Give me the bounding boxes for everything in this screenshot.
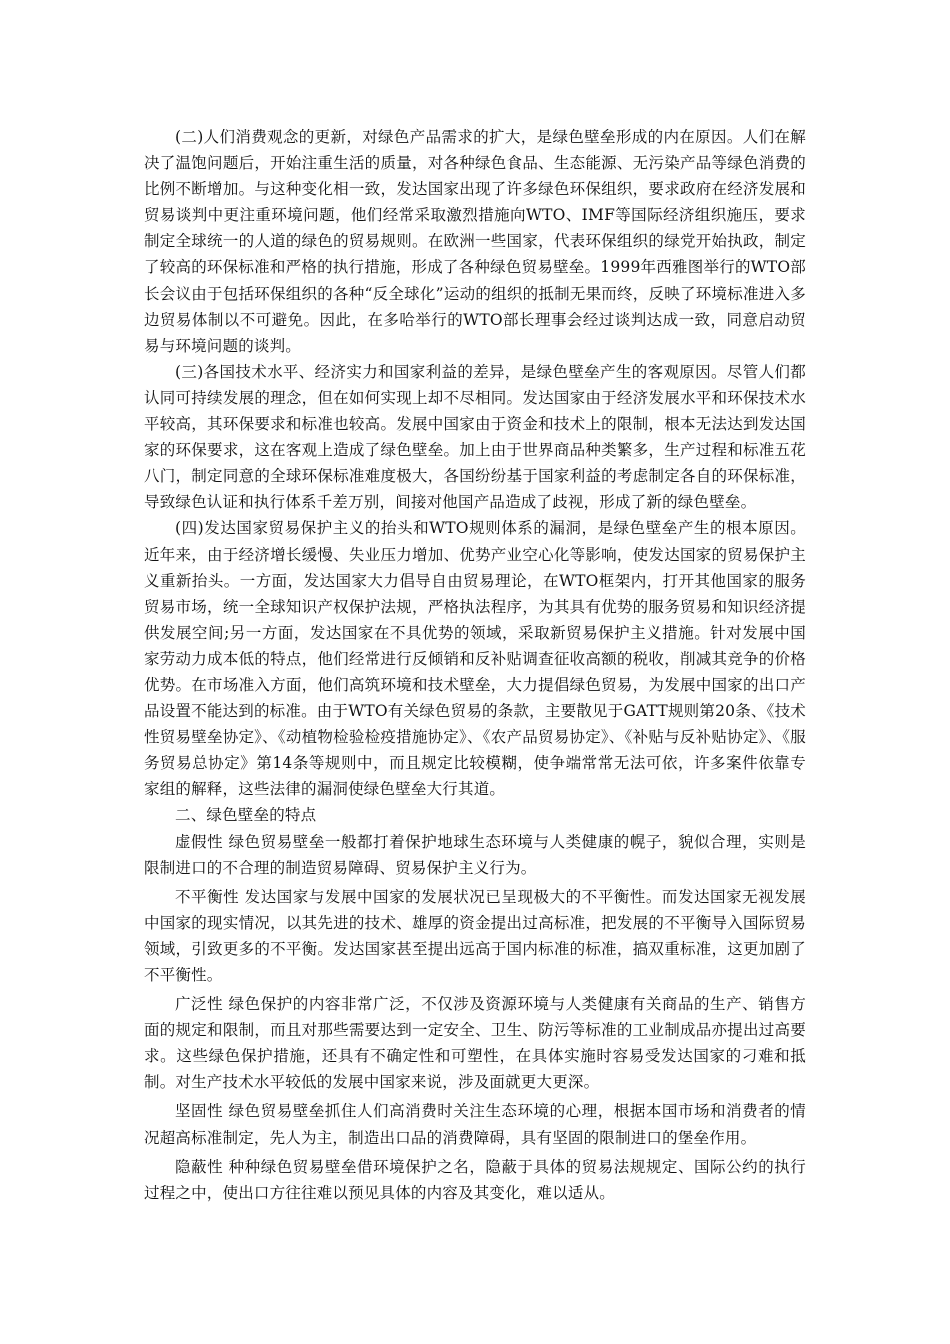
paragraph-solidity: 坚固性 绿色贸易壁垒抓住人们高消费时关注生态环境的心理，根据本国市场和消费者的情况超高标准制定，先人为主，制造出口品的消费障碍，具有坚固的限制进口的堡垒作用。: [144, 1102, 806, 1147]
paragraph-breadth: 广泛性 绿色保护的内容非常广泛，不仅涉及资源环境与人类健康有关商品的生产、销售方面的规定和限制，而且对那些需要达到一定安全、卫生、防污等标准的工业制成品亦提出过高要求。这些绿色保护措施，还具有不确定性和可塑性，在具体实施时容易受发达国家的刁难和抵制。对生产技术水平较低的发展中国家来说，涉及面就更大更深。: [144, 995, 806, 1092]
paragraph-four: (四)发达国家贸易保护主义的抬头和WTO规则体系的漏洞，是绿色壁垒产生的根本原因。近年来，由于经济增长缓慢、失业压力增加、优势产业空心化等影响，使发达国家的贸易保护主义重新抬头。一方面，发达国家大力倡导自由贸易理论，在WTO框架内，打开其他国家的服务贸易市场，统一全球知识产权保护法规，严格执法程序，为其具有优势的服务贸易和知识经济提供发展空间;另一方面，发达国家在不具优势的领域，采取新贸易保护主义措施。针对发展中国家劳动力成本低的特点，他们经常进行反倾销和反补贴调查征收高额的税收，削减其竞争的价格优势。在市场准入方面，他们高筑环境和技术壁垒，大力提倡绿色贸易，为发展中国家的出口产品设置不能达到的标准。由于WTO有关绿色贸易的条款，主要散见于GATT规则第20条、《技术性贸易壁垒协定》、《动植物检验检疫措施协定》、《农产品贸易协定》、《补贴与反补贴协定》、《服务贸易总协定》第14条等规则中，而且规定比较模糊，使争端常常无法可依，许多案件依靠专家组的解释，这些法律的漏洞使绿色壁垒大行其道。: [144, 519, 806, 799]
paragraph-three: (三)各国技术水平、经济实力和国家利益的差异，是绿色壁垒产生的客观原因。尽管人们都认同可持续发展的理念，但在如何实现上却不尽相同。发达国家由于经济发展水平和环保技术水平较高，其环保要求和标准也较高。发展中国家由于资金和技术上的限制，根本无法达到发达国家的环保要求，这在客观上造成了绿色壁垒。加上由于世界商品种类繁多，生产过程和标准五花八门，制定同意的全球环保标准难度极大，各国纷纷基于国家利益的考虑制定各自的环保标准，导致绿色认证和执行体系千差万别，间接对他国产品造成了歧视，形成了新的绿色壁垒。: [144, 362, 806, 512]
paragraph-two: (二)人们消费观念的更新，对绿色产品需求的扩大，是绿色壁垒形成的内在原因。人们在解决了温饱问题后，开始注重生活的质量，对各种绿色食品、生态能源、无污染产品等绿色消费的比例不断增加。与这种变化相一致，发达国家出现了许多绿色环保组织，要求政府在经济发展和贸易谈判中更注重环境问题，他们经常采取激烈措施向WTO、IMF等国际经济组织施压，要求制定全球统一的人道的绿色的贸易规则。在欧洲一些国家，代表环保组织的绿党开始执政，制定了较高的环保标准和严格的执行措施，形成了各种绿色贸易壁垒。1999年西雅图举行的WTO部长会议由于包括环保组织的各种“反全球化”运动的组织的抵制无果而终，反映了环境标准进入多边贸易体制以不可避免。因此，在多哈举行的WTO部长理事会经过谈判达成一致，同意启动贸易与环境问题的谈判。: [144, 128, 806, 355]
paragraph-imbalance: 不平衡性 发达国家与发展中国家的发展状况已呈现极大的不平衡性。而发达国家无视发展中国家的现实情况，以其先进的技术、雄厚的资金提出过高标准，把发展的不平衡导入国际贸易领域，引致更多的不平衡。发达国家甚至提出远高于国内标准的标准，搞双重标准，这更加剧了不平衡性。: [144, 887, 806, 984]
section-heading: 二、绿色壁垒的特点: [175, 806, 317, 825]
document-page: [144, 124, 806, 1206]
paragraph-falsity: 虚假性 绿色贸易壁垒一般都打着保护地球生态环境与人类健康的幌子，貌似合理，实则是限制进口的不合理的制造贸易障碍、贸易保护主义行为。: [144, 832, 806, 877]
paragraph-concealment: 隐蔽性 种种绿色贸易壁垒借环境保护之名，隐蔽于具体的贸易法规规定、国际公约的执行过程之中，使出口方往往难以预见具体的内容及其变化，难以适从。: [144, 1157, 806, 1202]
